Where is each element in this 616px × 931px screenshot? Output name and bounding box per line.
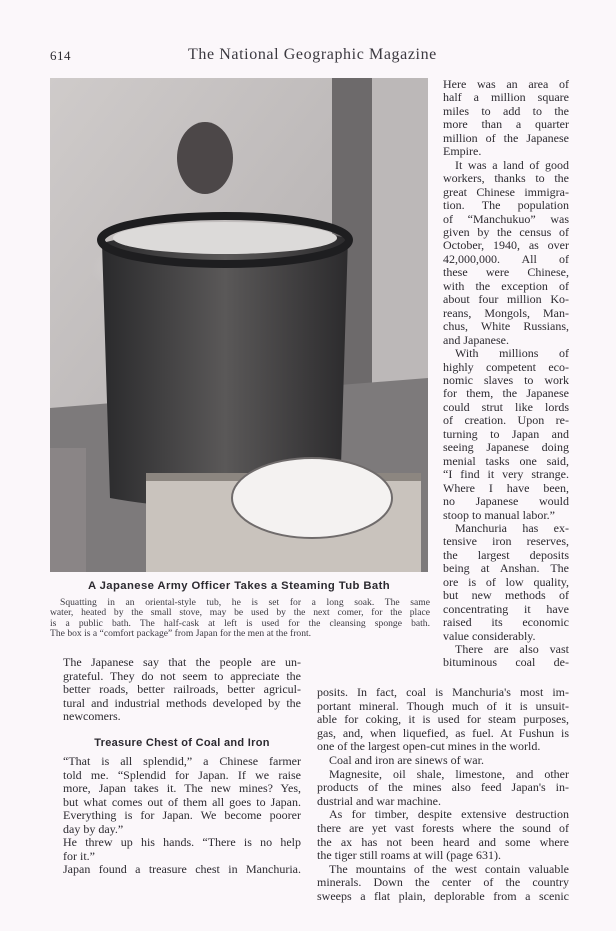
text-line: able for coking, it is used for steam purposes, xyxy=(317,712,569,727)
text-line: seeing Japanese doing xyxy=(443,440,569,455)
text-line: Empire. xyxy=(443,144,482,159)
text-line: October, 1940, as over xyxy=(443,238,569,253)
text-line: Japan found a treasure chest in Manchuria. xyxy=(63,862,301,876)
page-number: 614 xyxy=(50,48,71,63)
text-line: of “Manchukuo” was xyxy=(443,211,569,226)
text-line: for them, the Japanese xyxy=(443,386,569,401)
text-line: being at Anshan. The xyxy=(443,561,569,576)
text-line: Magnesite, oil shale, limestone, and other xyxy=(329,766,569,781)
caption-line: is a public bath. The half-cask at left is used for the cleansing sponge bath. xyxy=(50,617,430,629)
text-line: dustrial and war machine. xyxy=(317,793,441,808)
text-line: told me. “Splendid for Japan. If we raise xyxy=(63,767,301,782)
text-line: raised its economic xyxy=(443,615,569,630)
text-line: posits. In fact, coal is Manchuria's most im- xyxy=(317,685,569,699)
text-line: workers, thanks to the xyxy=(443,171,569,186)
photograph xyxy=(50,78,428,572)
text-line: miles to add to the xyxy=(443,103,569,118)
text-line: the ax has not been heard and some where xyxy=(317,834,569,849)
left-column xyxy=(63,656,301,877)
caption-line: Squatting in an oriental-style tub, he is set for a long soak. The same xyxy=(60,597,430,608)
text-line: tensive iron reserves, xyxy=(443,534,569,549)
text-line: the tiger still roams at will (page 631). xyxy=(317,848,501,863)
text-line: As for timber, despite extensive destruction xyxy=(329,807,569,822)
text-line: The mountains of the west contain valuable xyxy=(329,861,569,876)
text-line: Coal and iron are sinews of war. xyxy=(329,752,484,767)
text-line: minerals. Down the center of the country xyxy=(317,875,569,890)
text-line: the largest deposits xyxy=(443,547,569,562)
text-line: Where I have been, xyxy=(443,480,569,495)
text-line: turning to Japan and xyxy=(443,426,569,441)
caption-title: A Japanese Army Officer Takes a Steaming Tub Bath xyxy=(87,580,391,592)
text-line: products of the mines also feed Japan's in- xyxy=(317,780,569,795)
text-line: bituminous coal de- xyxy=(443,655,569,670)
text-line: He threw up his hands. “There is no help xyxy=(63,835,301,849)
text-line: Here was an area of xyxy=(443,77,569,91)
text-line: The Japanese say that the people are un- xyxy=(63,655,301,669)
text-line: ore is of low quality, xyxy=(443,574,569,589)
text-line: there are yet vast forests where the sound of xyxy=(317,820,569,835)
text-line: tural and industrial methods developed by the xyxy=(63,695,301,710)
text-line: It was a land of good xyxy=(455,157,569,172)
text-line: 42,000,000. All of xyxy=(443,251,569,266)
text-line: sweeps a flat plain, deplorable from a scenic xyxy=(317,888,569,903)
text-line: With millions of xyxy=(455,346,569,361)
text-line: stoop to manual labor.” xyxy=(443,507,555,522)
section-heading: Treasure Chest of Coal and Iron xyxy=(94,736,270,749)
text-line: menial tasks one said, xyxy=(443,453,569,468)
text-line: gas, and, when liquefied, as fuel. At Fushun is xyxy=(317,725,569,740)
text-line: given by the census of xyxy=(443,224,569,239)
text-line: better roads, better railroads, better agricul- xyxy=(63,682,301,696)
text-line: one of the largest open-cut mines in the world. xyxy=(317,739,541,754)
text-line: but what comes out of them all goes to Japan. xyxy=(63,794,301,809)
text-line: newcomers. xyxy=(63,709,121,723)
text-line: for it.” xyxy=(63,848,95,863)
text-line: nomic slaves to work xyxy=(443,372,569,387)
text-line: chus, White Russians, xyxy=(443,319,569,334)
text-line: about four million Ko- xyxy=(443,292,569,307)
text-line: and Japanese. xyxy=(443,332,509,347)
text-line: but new methods of xyxy=(443,588,569,603)
text-line: Manchuria has ex- xyxy=(455,520,569,535)
text-line: with the exception of xyxy=(443,278,569,293)
text-line: great Chinese immigra- xyxy=(443,184,569,199)
text-line: reans, Mongols, Man- xyxy=(443,305,569,320)
caption-body xyxy=(50,598,430,639)
text-line: “That is all splendid,” a Chinese farmer xyxy=(63,754,301,768)
text-line: could strut like lords xyxy=(443,399,569,414)
running-head: The National Geographic Magazine xyxy=(188,46,437,63)
text-line: concentrating it have xyxy=(443,601,569,616)
caption-line: The box is a “comfort package” from Japan for the men at the front. xyxy=(50,627,312,639)
text-line: these were Chinese, xyxy=(443,265,569,280)
text-line: half a million square xyxy=(443,90,569,105)
text-line: “I find it very strange. xyxy=(443,467,569,482)
text-line: more than a quarter xyxy=(443,117,569,132)
text-line: day by day.” xyxy=(63,821,124,836)
right-column xyxy=(443,78,569,670)
text-line: million of the Japanese xyxy=(443,130,569,145)
text-line: tion. The population xyxy=(443,198,569,213)
text-line: grateful. They do not seem to appreciate the xyxy=(63,668,301,683)
text-line: of creation. Upon re- xyxy=(443,413,569,428)
text-line: highly competent eco- xyxy=(443,359,569,374)
caption-line: water, heated by the small stove, may be used by the next comer, for the place xyxy=(50,607,430,619)
middle-column xyxy=(317,686,569,904)
text-line: value considerably. xyxy=(443,628,536,643)
bath-photo-illustration xyxy=(50,78,428,572)
text-line: There are also vast xyxy=(455,642,569,657)
text-line: more, Japan takes it. The new mines? Yes, xyxy=(63,781,301,795)
text-line: Everything is for Japan. We become poorer xyxy=(63,808,301,822)
text-line: no Japanese would xyxy=(443,494,569,509)
text-line: portant mineral. Though much of it is unsuit- xyxy=(317,698,569,713)
